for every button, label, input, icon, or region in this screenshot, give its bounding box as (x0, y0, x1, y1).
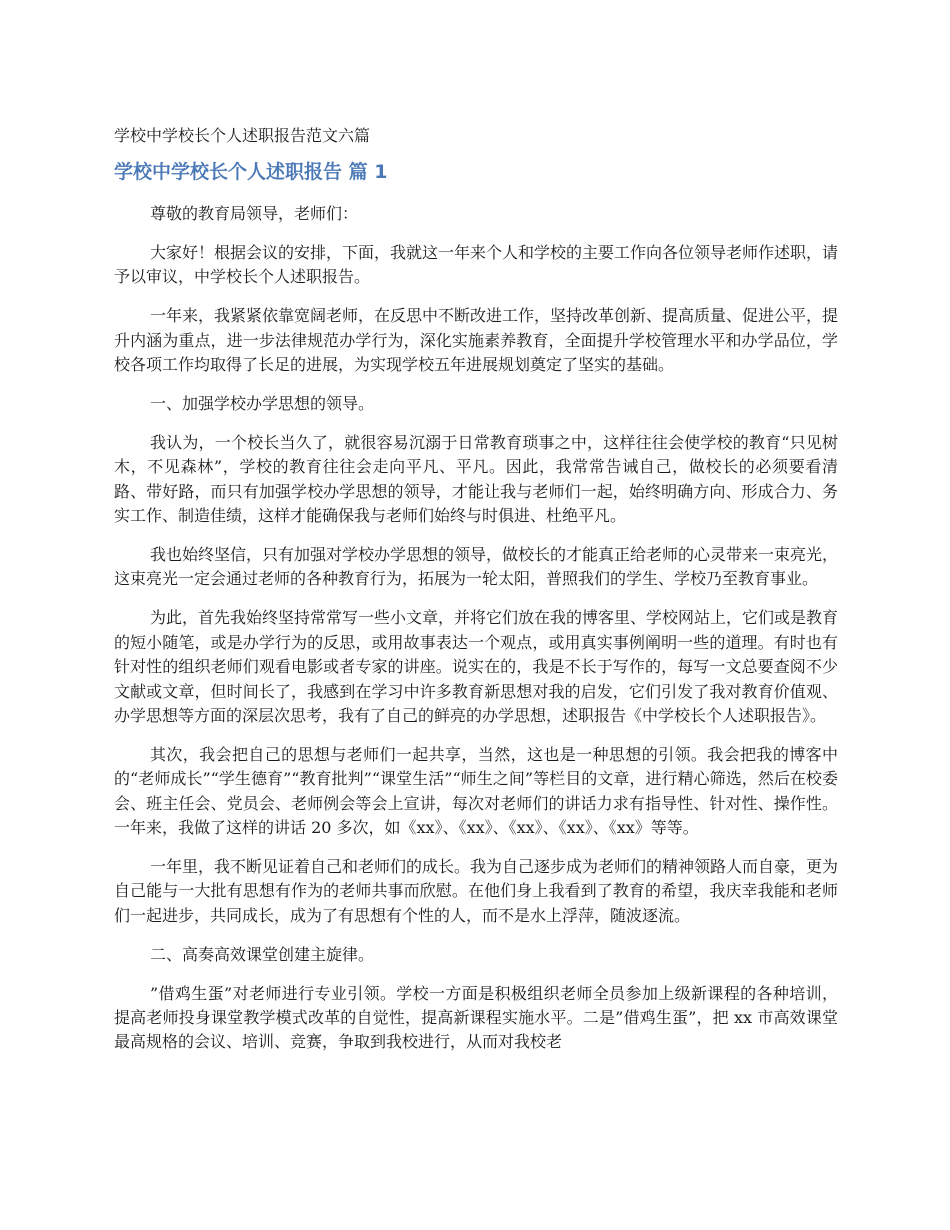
section-heading: 学校中学校长个人述职报告 篇 1 (114, 161, 388, 183)
paragraph-principal-view: 我认为，一个校长当久了，就很容易沉溺于日常教育琐事之中，这样往往会使学校的教育“只见树木，不见森林”，学校的教育往往会走向平凡、平凡。因此，我常常告诫自己，做校长的必须要看清路、带好路，而只有加强学校办学思想的领导，才能让我与老师们一起，始终明确方向、形成合力、务实工作、制造佳绩，这样才能确保我与老师们始终与时俱进、杜绝平凡。 (114, 432, 838, 526)
paragraph-professional-guidance: ”借鸡生蛋”对老师进行专业引领。学校一方面是积极组织老师全员参加上级新课程的各种培训，提高老师投身课堂教学模式改革的自觉性，提高新课程实施水平。二是”借鸡生蛋”，把 xx 市高效课堂最高规格的会议、培训、竞赛，争取到我校进行，从而对我校老 (114, 983, 838, 1052)
paragraph-section-one-title: 一、加强学校办学思想的领导。 (150, 393, 375, 413)
paragraph-salutation: 尊敬的教育局领导，老师们： (150, 204, 359, 223)
paragraph-sharing: 其次，我会把自己的思想与老师们一起共享，当然，这也是一种思想的引领。我会把我的博客中的“老师成长”“学生德育”“教育批判”“课堂生活”“师生之间”等栏目的文章，进行精心筛选，然后在校委会、班主任会、党员会、老师例会等会上宣讲，每次对老师们的讲话力求有指导性、针对性、操作性。一年来，我做了这样的讲话 20 多次，如《xx》、《xx》、《xx》、《xx》、《xx》等等。 (114, 744, 838, 838)
paragraph-overview: 一年来，我紧紧依靠宽阔老师，在反思中不断改进工作，坚持改革创新、提高质量、促进公平，提升内涵为重点，进一步法律规范办学行为，深化实施素养教育，全面提升学校管理水平和办学品位，学校各项工作均取得了长足的进展，为实现学校五年进展规划奠定了坚实的基础。 (114, 306, 839, 375)
paragraph-belief: 我也始终坚信，只有加强对学校办学思想的领导，做校长的才能真正给老师的心灵带来一束亮光，这束亮光一定会通过老师的各种教育行为，拓展为一轮太阳，普照我们的学生、学校乃至教育事业。 (114, 544, 839, 589)
document-title: 学校中学校长个人述职报告范文六篇 (114, 126, 371, 145)
paragraph-growth: 一年里，我不断见证着自己和老师们的成长。我为自己逐步成为老师们的精神领路人而自豪，更为自己能与一大批有思想有作为的老师共事而欣慰。在他们身上我看到了教育的希望，我庆幸我能和老师们一起进步，共同成长，成为了有思想有个性的人，而不是水上浮萍，随波逐流。 (114, 856, 839, 925)
paragraph-section-two-title: 二、高奏高效课堂创建主旋律。 (150, 944, 375, 964)
paragraph-greeting: 大家好！根据会议的安排，下面，我就这一年来个人和学校的主要工作向各位领导老师作述职，请予以审议，中学校长个人述职报告。 (114, 242, 839, 287)
paragraph-writing: 为此，首先我始终坚持常常写一些小文章，并将它们放在我的博客里、学校网站上，它们或是教育的短小随笔，或是办学行为的反思，或用故事表达一个观点，或用真实事例阐明一些的道理。有时也有针对性的组织老师们观看电影或者专家的讲座。说实在的，我是不长于写作的，每写一文总要查阅不少文献或文章，但时间长了，我感到在学习中许多教育新思想对我的启发，它们引发了我对教育价值观、办学思想等方面的深层次思考，我有了自己的鲜亮的办学思想，述职报告《中学校长个人述职报告》。 (114, 608, 839, 725)
document-body (114, 122, 838, 1069)
